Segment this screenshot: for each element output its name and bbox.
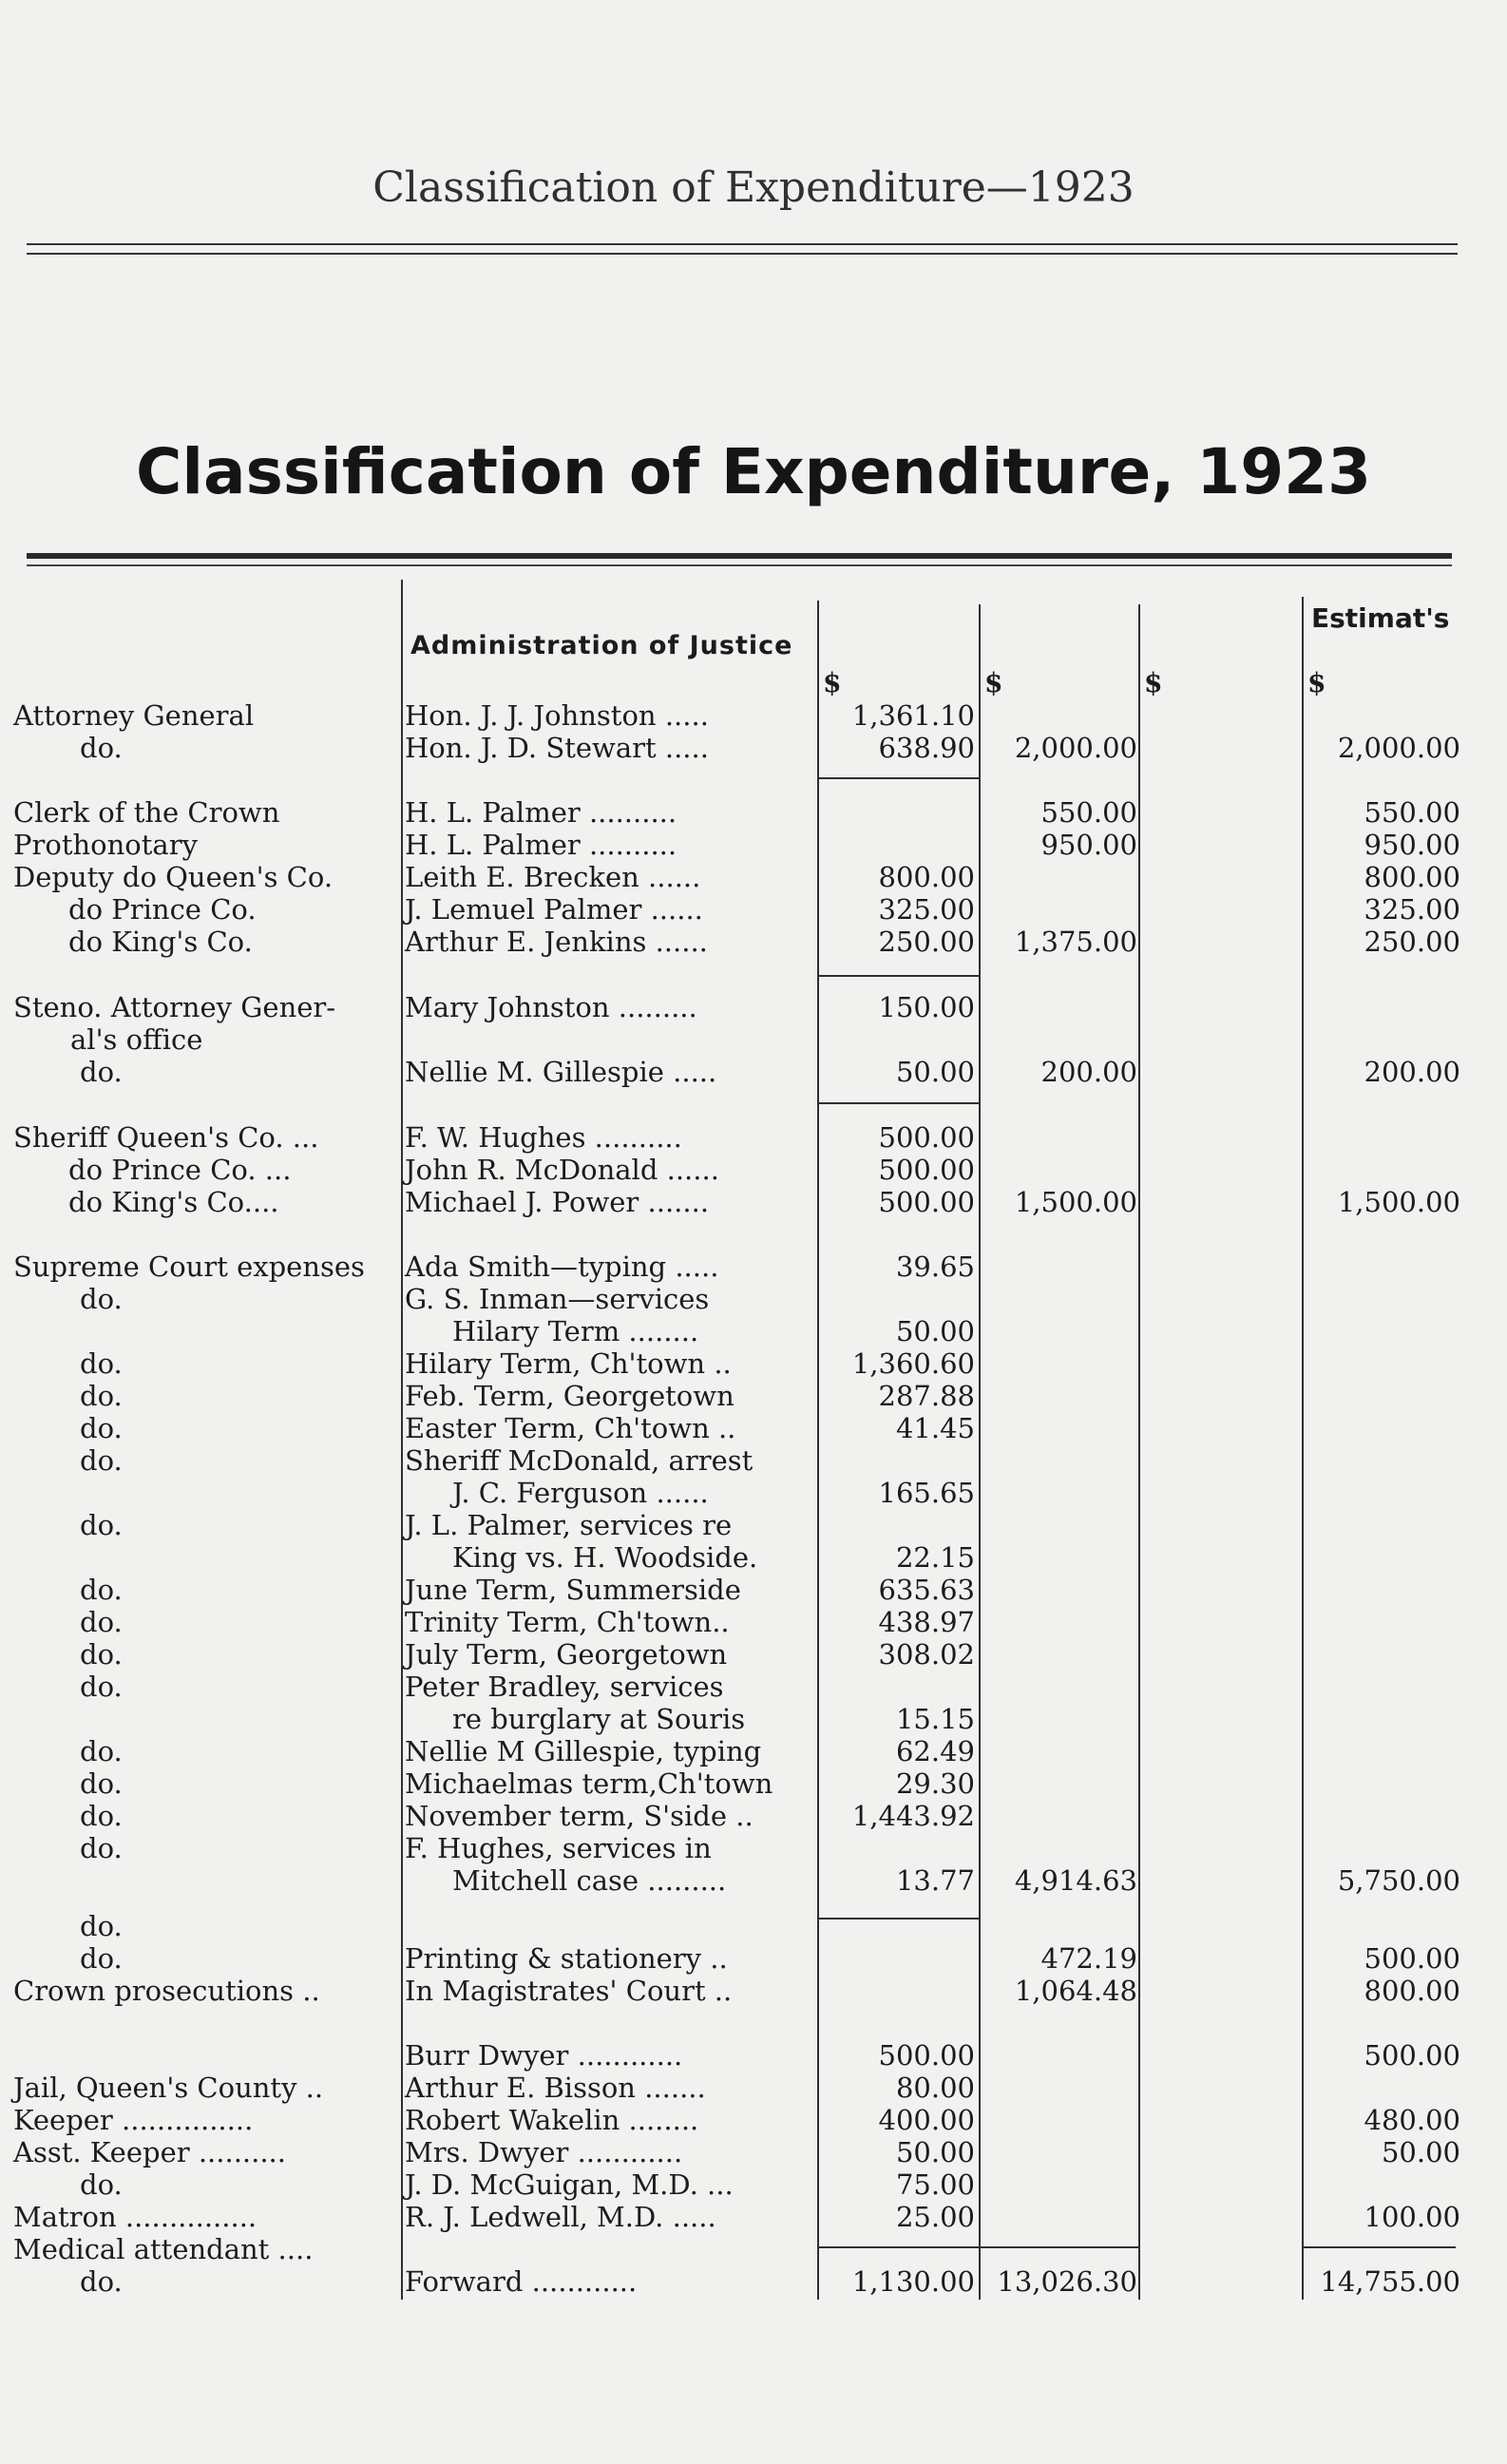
subtotal-rule: [819, 1918, 979, 1920]
table-cell-c1: Asst. Keeper ..........: [13, 2136, 286, 2168]
table-cell-c2: Forward ............: [405, 2265, 638, 2298]
table-cell-c3: 500.00: [878, 1186, 975, 1218]
table-cell-c2: Hon. J. D. Stewart .....: [405, 732, 709, 764]
table-cell-c2: J. L. Palmer, services re: [405, 1509, 733, 1541]
subtotal-rule: [819, 1102, 979, 1104]
table-cell-c1: do.: [80, 732, 123, 764]
table-cell-c1: do.: [80, 1606, 123, 1638]
table-cell-c1: do.: [80, 1767, 123, 1800]
table-cell-c6: 500.00: [1364, 1942, 1460, 1975]
table-cell-c2: Hilary Term, Ch'town ..: [405, 1347, 732, 1380]
table-cell-c1: do Prince Co. ...: [68, 1154, 292, 1186]
table-cell-c1: Jail, Queen's County ..: [13, 2072, 324, 2104]
table-cell-c2: Sheriff McDonald, arrest: [405, 1444, 754, 1477]
subtotal-rule: [819, 975, 979, 977]
table-cell-c2: Peter Bradley, services: [405, 1671, 724, 1703]
table-cell-c1: do.: [80, 1509, 123, 1541]
table-cell-c1: do.: [80, 1800, 123, 1832]
table-cell-c1: Crown prosecutions ..: [13, 1975, 320, 2007]
table-cell-c1: al's office: [70, 1023, 203, 1056]
table-cell-c1: Matron ...............: [13, 2201, 258, 2233]
table-cell-c6: 950.00: [1364, 829, 1460, 861]
table-cell-c3: 39.65: [895, 1251, 975, 1283]
subtotal-rule: [819, 777, 979, 779]
table-cell-c2: J. Lemuel Palmer ......: [405, 893, 703, 926]
table-cell-c1: do.: [80, 1380, 123, 1412]
total-rule: [819, 2246, 979, 2248]
page-title: Classification of Expenditure, 1923: [136, 435, 1371, 508]
table-cell-c3: 50.00: [895, 1315, 975, 1347]
table-cell-c2: Nellie M. Gillespie .....: [405, 1056, 717, 1088]
table-cell-c2: Mrs. Dwyer ............: [405, 2136, 683, 2168]
table-cell-c1: Medical attendant ....: [13, 2233, 314, 2265]
table-cell-c1: do.: [80, 1574, 123, 1606]
table-cell-c6: 100.00: [1364, 2201, 1460, 2233]
table-cell-c2: H. L. Palmer ..........: [405, 796, 677, 829]
table-cell-c6: 550.00: [1364, 796, 1460, 829]
currency-symbol: $: [984, 667, 1003, 698]
table-cell-c6: 14,755.00: [1320, 2265, 1460, 2298]
total-rule: [1304, 2246, 1456, 2248]
table-cell-c2: Hon. J. J. Johnston .....: [405, 699, 709, 732]
table-cell-c6: 480.00: [1364, 2104, 1460, 2136]
table-cell-c4: 1,375.00: [1014, 926, 1137, 958]
table-cell-c1: do.: [80, 1283, 123, 1315]
table-cell-c1: Clerk of the Crown: [13, 796, 280, 829]
table-cell-c3: 50.00: [895, 2136, 975, 2168]
title-rule-thick: [27, 553, 1452, 559]
table-cell-c3: 165.65: [878, 1477, 975, 1509]
column-rule-1: [401, 580, 403, 2300]
header-rule-bottom: [27, 253, 1458, 255]
table-cell-c3: 287.88: [878, 1380, 975, 1412]
table-cell-c2: November term, S'side ..: [405, 1800, 754, 1832]
table-cell-c3: 13.77: [895, 1864, 975, 1897]
table-cell-c3: 75.00: [895, 2168, 975, 2201]
table-cell-c3: 62.49: [895, 1735, 975, 1767]
table-cell-c3: 438.97: [878, 1606, 975, 1638]
table-cell-c2: R. J. Ledwell, M.D. .....: [405, 2201, 716, 2233]
table-cell-c4: 200.00: [1040, 1056, 1137, 1088]
table-cell-c3: 325.00: [878, 893, 975, 926]
table-cell-c2: Michael J. Power .......: [405, 1186, 710, 1218]
table-cell-c2: J. D. McGuigan, M.D. ...: [405, 2168, 734, 2201]
table-cell-c6: 2,000.00: [1337, 732, 1460, 764]
table-cell-c2: Feb. Term, Georgetown: [405, 1380, 734, 1412]
table-cell-c6: 800.00: [1364, 861, 1460, 893]
total-rule: [981, 2246, 1138, 2248]
table-cell-c6: 500.00: [1364, 2039, 1460, 2072]
table-cell-c2: Nellie M Gillespie, typing: [405, 1735, 762, 1767]
column-rule-4: [1138, 604, 1140, 2300]
table-cell-c2: Burr Dwyer ............: [405, 2039, 683, 2072]
table-cell-c3: 308.02: [878, 1638, 975, 1671]
table-cell-c2: G. S. Inman—services: [405, 1283, 710, 1315]
table-cell-c1: do.: [80, 1056, 123, 1088]
table-cell-c6: 50.00: [1381, 2136, 1460, 2168]
table-cell-c1: Steno. Attorney Gener-: [13, 991, 336, 1023]
header-rule-top: [27, 243, 1458, 245]
table-cell-c3: 41.45: [895, 1412, 975, 1444]
table-cell-c3: 80.00: [895, 2072, 975, 2104]
table-cell-c3: 500.00: [878, 2039, 975, 2072]
table-cell-c1: Attorney General: [13, 699, 255, 732]
section-heading: Administration of Justice: [410, 631, 793, 660]
table-cell-c3: 22.15: [895, 1541, 975, 1574]
table-cell-c2: Arthur E. Jenkins ......: [405, 926, 708, 958]
table-cell-c3: 1,361.10: [851, 699, 975, 732]
table-cell-c4: 2,000.00: [1014, 732, 1137, 764]
table-cell-c2: Arthur E. Bisson .......: [405, 2072, 706, 2104]
table-cell-c1: do.: [80, 1347, 123, 1380]
table-cell-c6: 5,750.00: [1337, 1864, 1460, 1897]
table-cell-c4: 13,026.30: [997, 2265, 1137, 2298]
table-cell-c2: Michaelmas term,Ch'town: [405, 1767, 773, 1800]
table-cell-c3: 638.90: [878, 732, 975, 764]
table-cell-c3: 15.15: [895, 1703, 975, 1735]
currency-symbol: $: [1144, 667, 1163, 698]
table-cell-c3: 400.00: [878, 2104, 975, 2136]
table-cell-c2: Mitchell case .........: [452, 1864, 727, 1897]
table-cell-c1: Supreme Court expenses: [13, 1251, 365, 1283]
table-cell-c2: F. W. Hughes ..........: [405, 1121, 682, 1154]
table-cell-c1: do.: [80, 1942, 123, 1975]
table-cell-c2: Mary Johnston .........: [405, 991, 697, 1023]
table-cell-c2: John R. McDonald ......: [405, 1154, 719, 1186]
currency-symbol: $: [1307, 667, 1326, 698]
table-cell-c2: June Term, Summerside: [405, 1574, 741, 1606]
table-cell-c6: 200.00: [1364, 1056, 1460, 1088]
table-cell-c4: 4,914.63: [1014, 1864, 1137, 1897]
table-cell-c3: 25.00: [895, 2201, 975, 2233]
table-cell-c1: do.: [80, 1444, 123, 1477]
table-cell-c1: do.: [80, 2265, 123, 2298]
table-cell-c2: Printing & stationery ..: [405, 1942, 728, 1975]
table-cell-c2: re burglary at Souris: [452, 1703, 746, 1735]
table-cell-c2: In Magistrates' Court ..: [405, 1975, 733, 2007]
table-cell-c3: 1,360.60: [851, 1347, 975, 1380]
estimates-heading: Estimat's: [1311, 602, 1450, 634]
table-cell-c4: 1,500.00: [1014, 1186, 1137, 1218]
table-cell-c1: Deputy do Queen's Co.: [13, 861, 334, 893]
table-cell-c2: Trinity Term, Ch'town..: [405, 1606, 730, 1638]
table-cell-c3: 500.00: [878, 1121, 975, 1154]
table-cell-c3: 150.00: [878, 991, 975, 1023]
running-header: Classification of Expenditure—1923: [372, 163, 1135, 212]
table-cell-c1: do King's Co.: [68, 926, 253, 958]
table-cell-c3: 29.30: [895, 1767, 975, 1800]
table-cell-c2: July Term, Georgetown: [405, 1638, 728, 1671]
table-cell-c1: do.: [80, 1832, 123, 1864]
table-cell-c3: 1,443.92: [851, 1800, 975, 1832]
table-cell-c1: Sheriff Queen's Co. ...: [13, 1121, 319, 1154]
table-cell-c3: 1,130.00: [851, 2265, 975, 2298]
table-cell-c3: 800.00: [878, 861, 975, 893]
title-rule-thin: [27, 564, 1452, 566]
table-cell-c1: Keeper ...............: [13, 2104, 254, 2136]
table-cell-c1: do.: [80, 1638, 123, 1671]
column-rule-5: [1302, 597, 1304, 2300]
table-cell-c4: 1,064.48: [1014, 1975, 1137, 2007]
table-cell-c2: Robert Wakelin ........: [405, 2104, 699, 2136]
column-rule-3: [979, 604, 981, 2300]
table-cell-c4: 950.00: [1040, 829, 1137, 861]
table-cell-c6: 800.00: [1364, 1975, 1460, 2007]
column-rule-2: [817, 601, 819, 2300]
table-cell-c4: 472.19: [1040, 1942, 1137, 1975]
table-cell-c1: do.: [80, 2168, 123, 2201]
table-cell-c6: 250.00: [1364, 926, 1460, 958]
table-cell-c2: J. C. Ferguson ......: [452, 1477, 709, 1509]
table-cell-c1: do.: [80, 1412, 123, 1444]
table-cell-c2: Leith E. Brecken ......: [405, 861, 701, 893]
table-cell-c1: do King's Co....: [68, 1186, 279, 1218]
table-cell-c6: 325.00: [1364, 893, 1460, 926]
table-cell-c3: 635.63: [878, 1574, 975, 1606]
table-cell-c2: H. L. Palmer ..........: [405, 829, 677, 861]
table-cell-c1: do.: [80, 1671, 123, 1703]
currency-symbol: $: [823, 667, 842, 698]
table-cell-c1: do.: [80, 1910, 123, 1942]
table-cell-c2: Easter Term, Ch'town ..: [405, 1412, 736, 1444]
table-cell-c2: F. Hughes, services in: [405, 1832, 712, 1864]
table-cell-c2: Hilary Term ........: [452, 1315, 699, 1347]
table-cell-c2: King vs. H. Woodside.: [452, 1541, 758, 1574]
table-cell-c1: Prothonotary: [13, 829, 198, 861]
table-cell-c3: 250.00: [878, 926, 975, 958]
table-cell-c2: Ada Smith—typing .....: [405, 1251, 719, 1283]
table-cell-c4: 550.00: [1040, 796, 1137, 829]
table-cell-c3: 50.00: [895, 1056, 975, 1088]
table-cell-c3: 500.00: [878, 1154, 975, 1186]
table-cell-c1: do Prince Co.: [68, 893, 257, 926]
table-cell-c1: do.: [80, 1735, 123, 1767]
table-cell-c6: 1,500.00: [1337, 1186, 1460, 1218]
